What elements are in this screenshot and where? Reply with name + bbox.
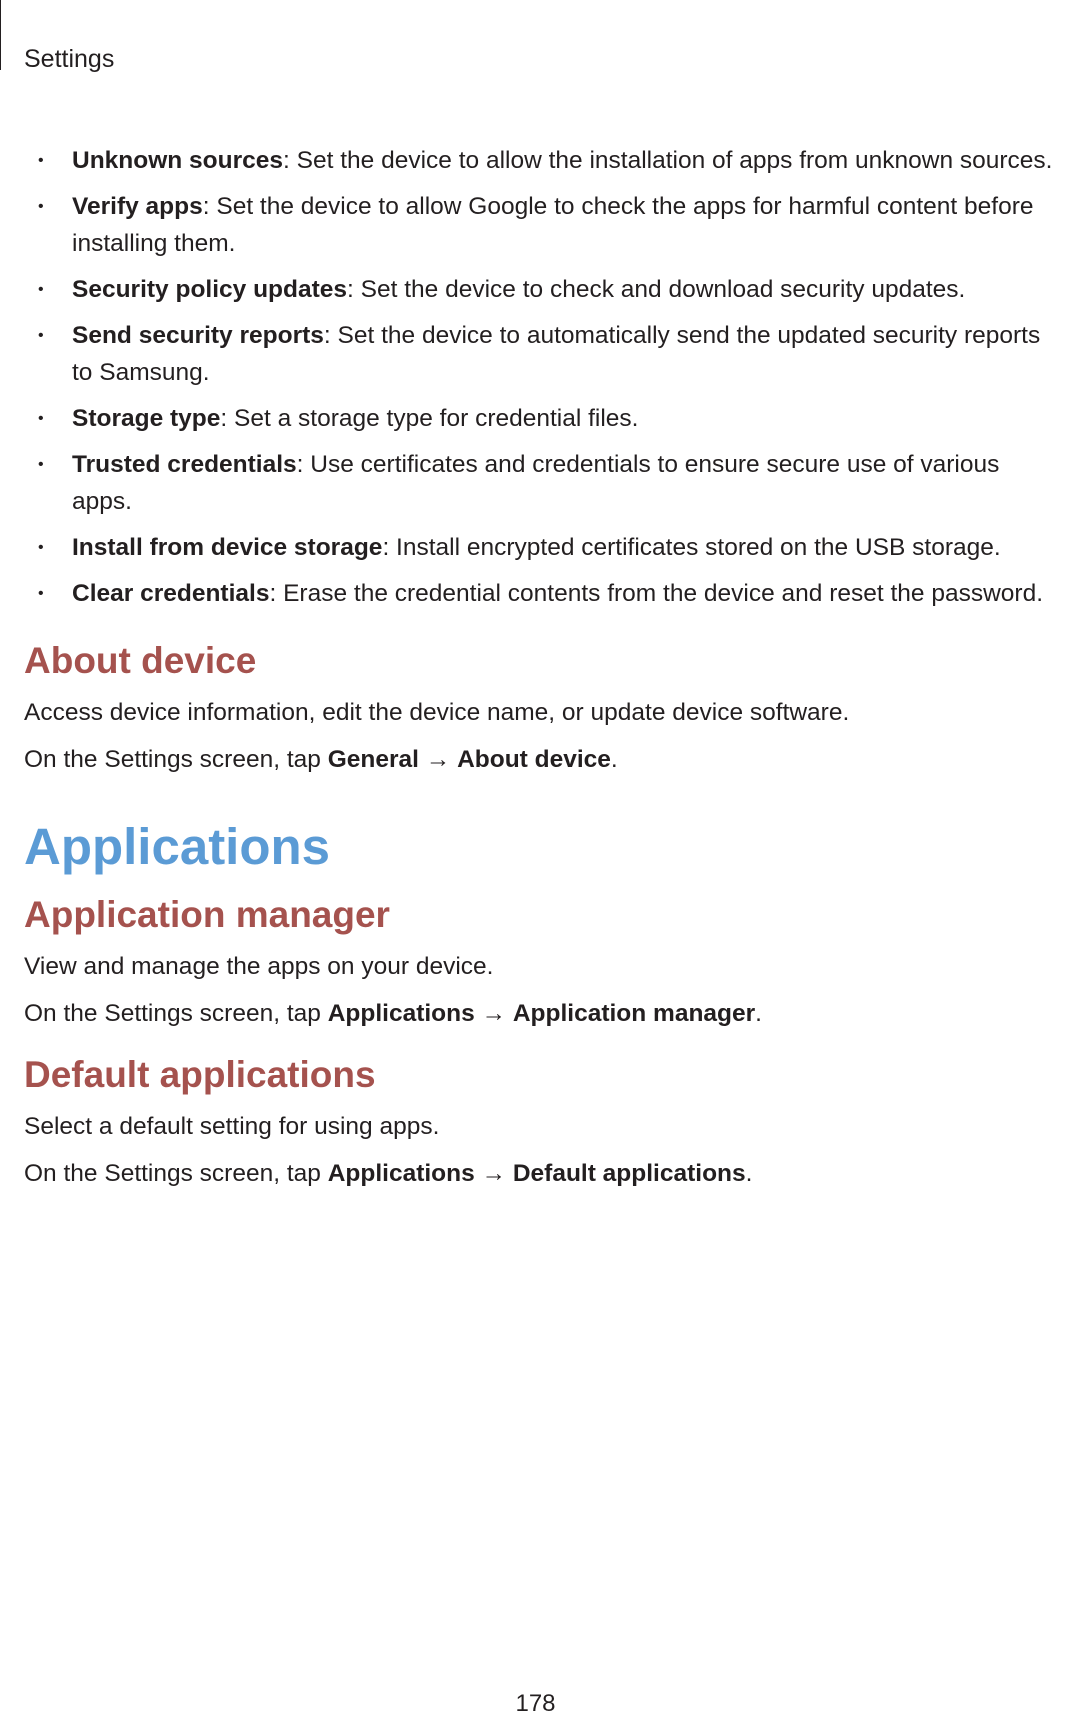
default-applications-heading: Default applications [24, 1054, 376, 1095]
list-item [24, 317, 1064, 391]
option-description: : Set the device to allow the installation of apps from unknown sources. [283, 147, 1053, 174]
instruction-prefix: On the Settings screen, tap [24, 746, 328, 773]
option-term: Storage type [72, 405, 221, 432]
instruction-period: . [610, 746, 618, 773]
application-manager-description: View and manage the apps on your device. [24, 953, 494, 980]
running-header: Settings [24, 45, 115, 73]
arrow-icon: → [474, 1000, 513, 1027]
option-term: Verify apps [72, 193, 203, 220]
application-manager-instruction [24, 995, 1064, 1032]
option-description: : Install encrypted certificates stored on the USB storage. [382, 534, 1001, 561]
menu-step-general: General [327, 746, 419, 773]
option-term: Trusted credentials [72, 451, 297, 478]
option-term: Clear credentials [72, 580, 270, 607]
option-description: : Set the device to automatically send the updated security reports to Samsung. [72, 322, 1041, 386]
bullet-icon: • [38, 456, 44, 473]
about-device-heading: About device [24, 640, 257, 681]
instruction-prefix: On the Settings screen, tap [24, 1000, 328, 1027]
bullet-icon: • [38, 585, 44, 602]
list-item [24, 188, 1064, 262]
page-margin-rule [0, 0, 1, 70]
list-item [24, 271, 1064, 308]
instruction-prefix: On the Settings screen, tap [24, 1160, 328, 1187]
applications-heading: Applications [24, 818, 331, 875]
bullet-icon: • [38, 327, 44, 344]
default-applications-instruction [24, 1155, 1064, 1192]
option-description: : Use certificates and credentials to ensure secure use of various apps. [72, 451, 1000, 515]
list-item [24, 400, 1064, 437]
menu-step-applications: Applications [327, 1000, 475, 1027]
page-content [24, 142, 1064, 1192]
security-options-list [24, 142, 1064, 612]
option-description: : Set the device to allow Google to check the apps for harmful content before installing them. [72, 193, 1034, 257]
option-term: Security policy updates [72, 276, 348, 303]
about-device-instruction [24, 741, 1064, 778]
bullet-icon: • [38, 539, 44, 556]
option-term: Install from device storage [72, 534, 383, 561]
arrow-icon: → [418, 746, 458, 773]
bullet-icon: • [38, 410, 44, 427]
list-item [24, 142, 1064, 179]
page-number: 178 [515, 1690, 556, 1717]
option-term: Send security reports [72, 322, 324, 349]
list-item [24, 529, 1064, 566]
bullet-icon: • [38, 152, 44, 169]
arrow-icon: → [474, 1160, 513, 1187]
menu-step-about-device: About device [457, 746, 611, 773]
instruction-period: . [755, 1000, 762, 1027]
option-description: : Set the device to check and download security updates. [347, 276, 966, 303]
option-term: Unknown sources [72, 147, 284, 174]
list-item [24, 575, 1064, 612]
instruction-period: . [745, 1160, 753, 1187]
list-item [24, 446, 1064, 520]
option-description: : Set a storage type for credential files. [220, 405, 639, 432]
application-manager-heading: Application manager [24, 894, 390, 935]
menu-step-applications: Applications [327, 1160, 475, 1187]
option-description: : Erase the credential contents from the device and reset the password. [269, 580, 1044, 607]
bullet-icon: • [38, 281, 44, 298]
bullet-icon: • [38, 198, 44, 215]
default-applications-description: Select a default setting for using apps. [24, 1113, 440, 1140]
about-device-description: Access device information, edit the device name, or update device software. [24, 699, 850, 726]
menu-step-application-manager: Application manager [512, 1000, 756, 1027]
menu-step-default-applications: Default applications [512, 1160, 746, 1187]
